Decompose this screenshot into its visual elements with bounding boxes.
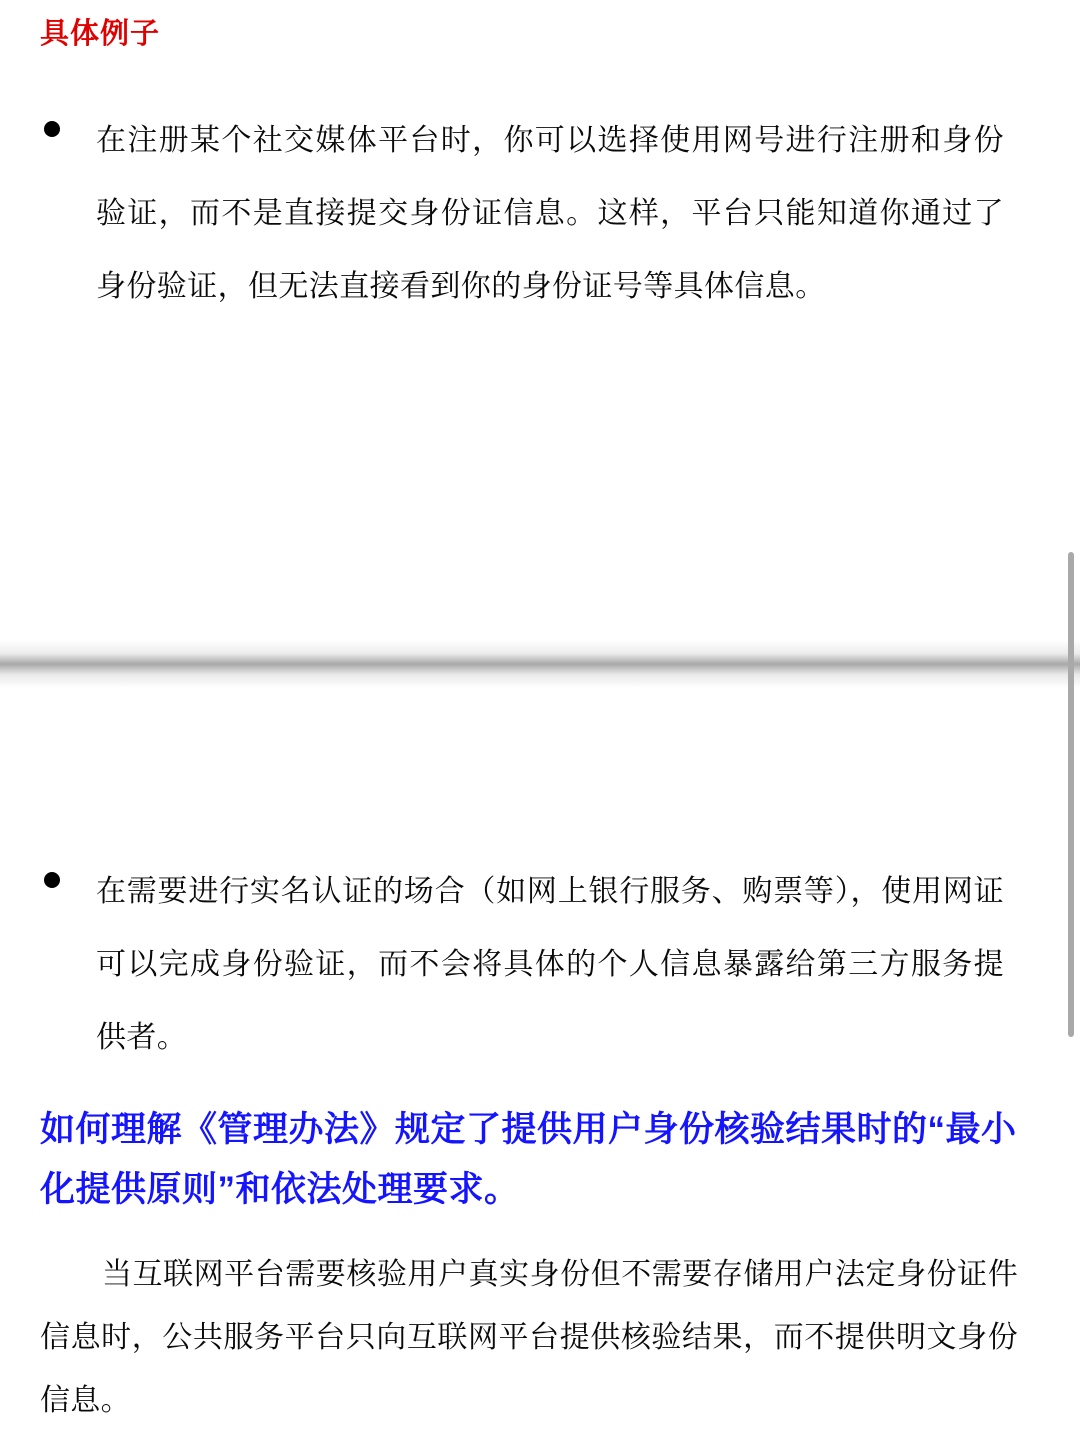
list-item-text: 在需要进行实名认证的场合（如网上银行服务、购票等），使用网证可以完成身份验证，而不会将具体的个人信息暴露给第三方服务提供者。: [96, 875, 1004, 1055]
question-heading: 如何理解《管理办法》规定了提供用户身份核验结果时的“最小化提供原则”和依法处理要求。: [40, 1110, 1017, 1210]
bullet-dot-icon: [44, 872, 60, 888]
page-break-divider: [0, 640, 1080, 688]
scrollbar[interactable]: [1071, 0, 1077, 1439]
list-item: [44, 855, 1004, 1075]
list-item: [44, 104, 1004, 324]
section-heading: 具体例子: [40, 18, 161, 50]
bullet-dot-icon: [44, 121, 60, 137]
scrollbar-thumb[interactable]: [1068, 552, 1074, 1037]
list-item-text: 在注册某个社交媒体平台时，你可以选择使用网号进行注册和身份验证，而不是直接提交身份证信息。这样，平台只能知道你通过了身份验证，但无法直接看到你的身份证号等具体信息。: [96, 124, 1004, 304]
body-paragraph: 当互联网平台需要核验用户真实身份但不需要存储用户法定身份证件信息时，公共服务平台只向互联网平台提供核验结果，而不提供明文身份信息。: [40, 1258, 1018, 1417]
